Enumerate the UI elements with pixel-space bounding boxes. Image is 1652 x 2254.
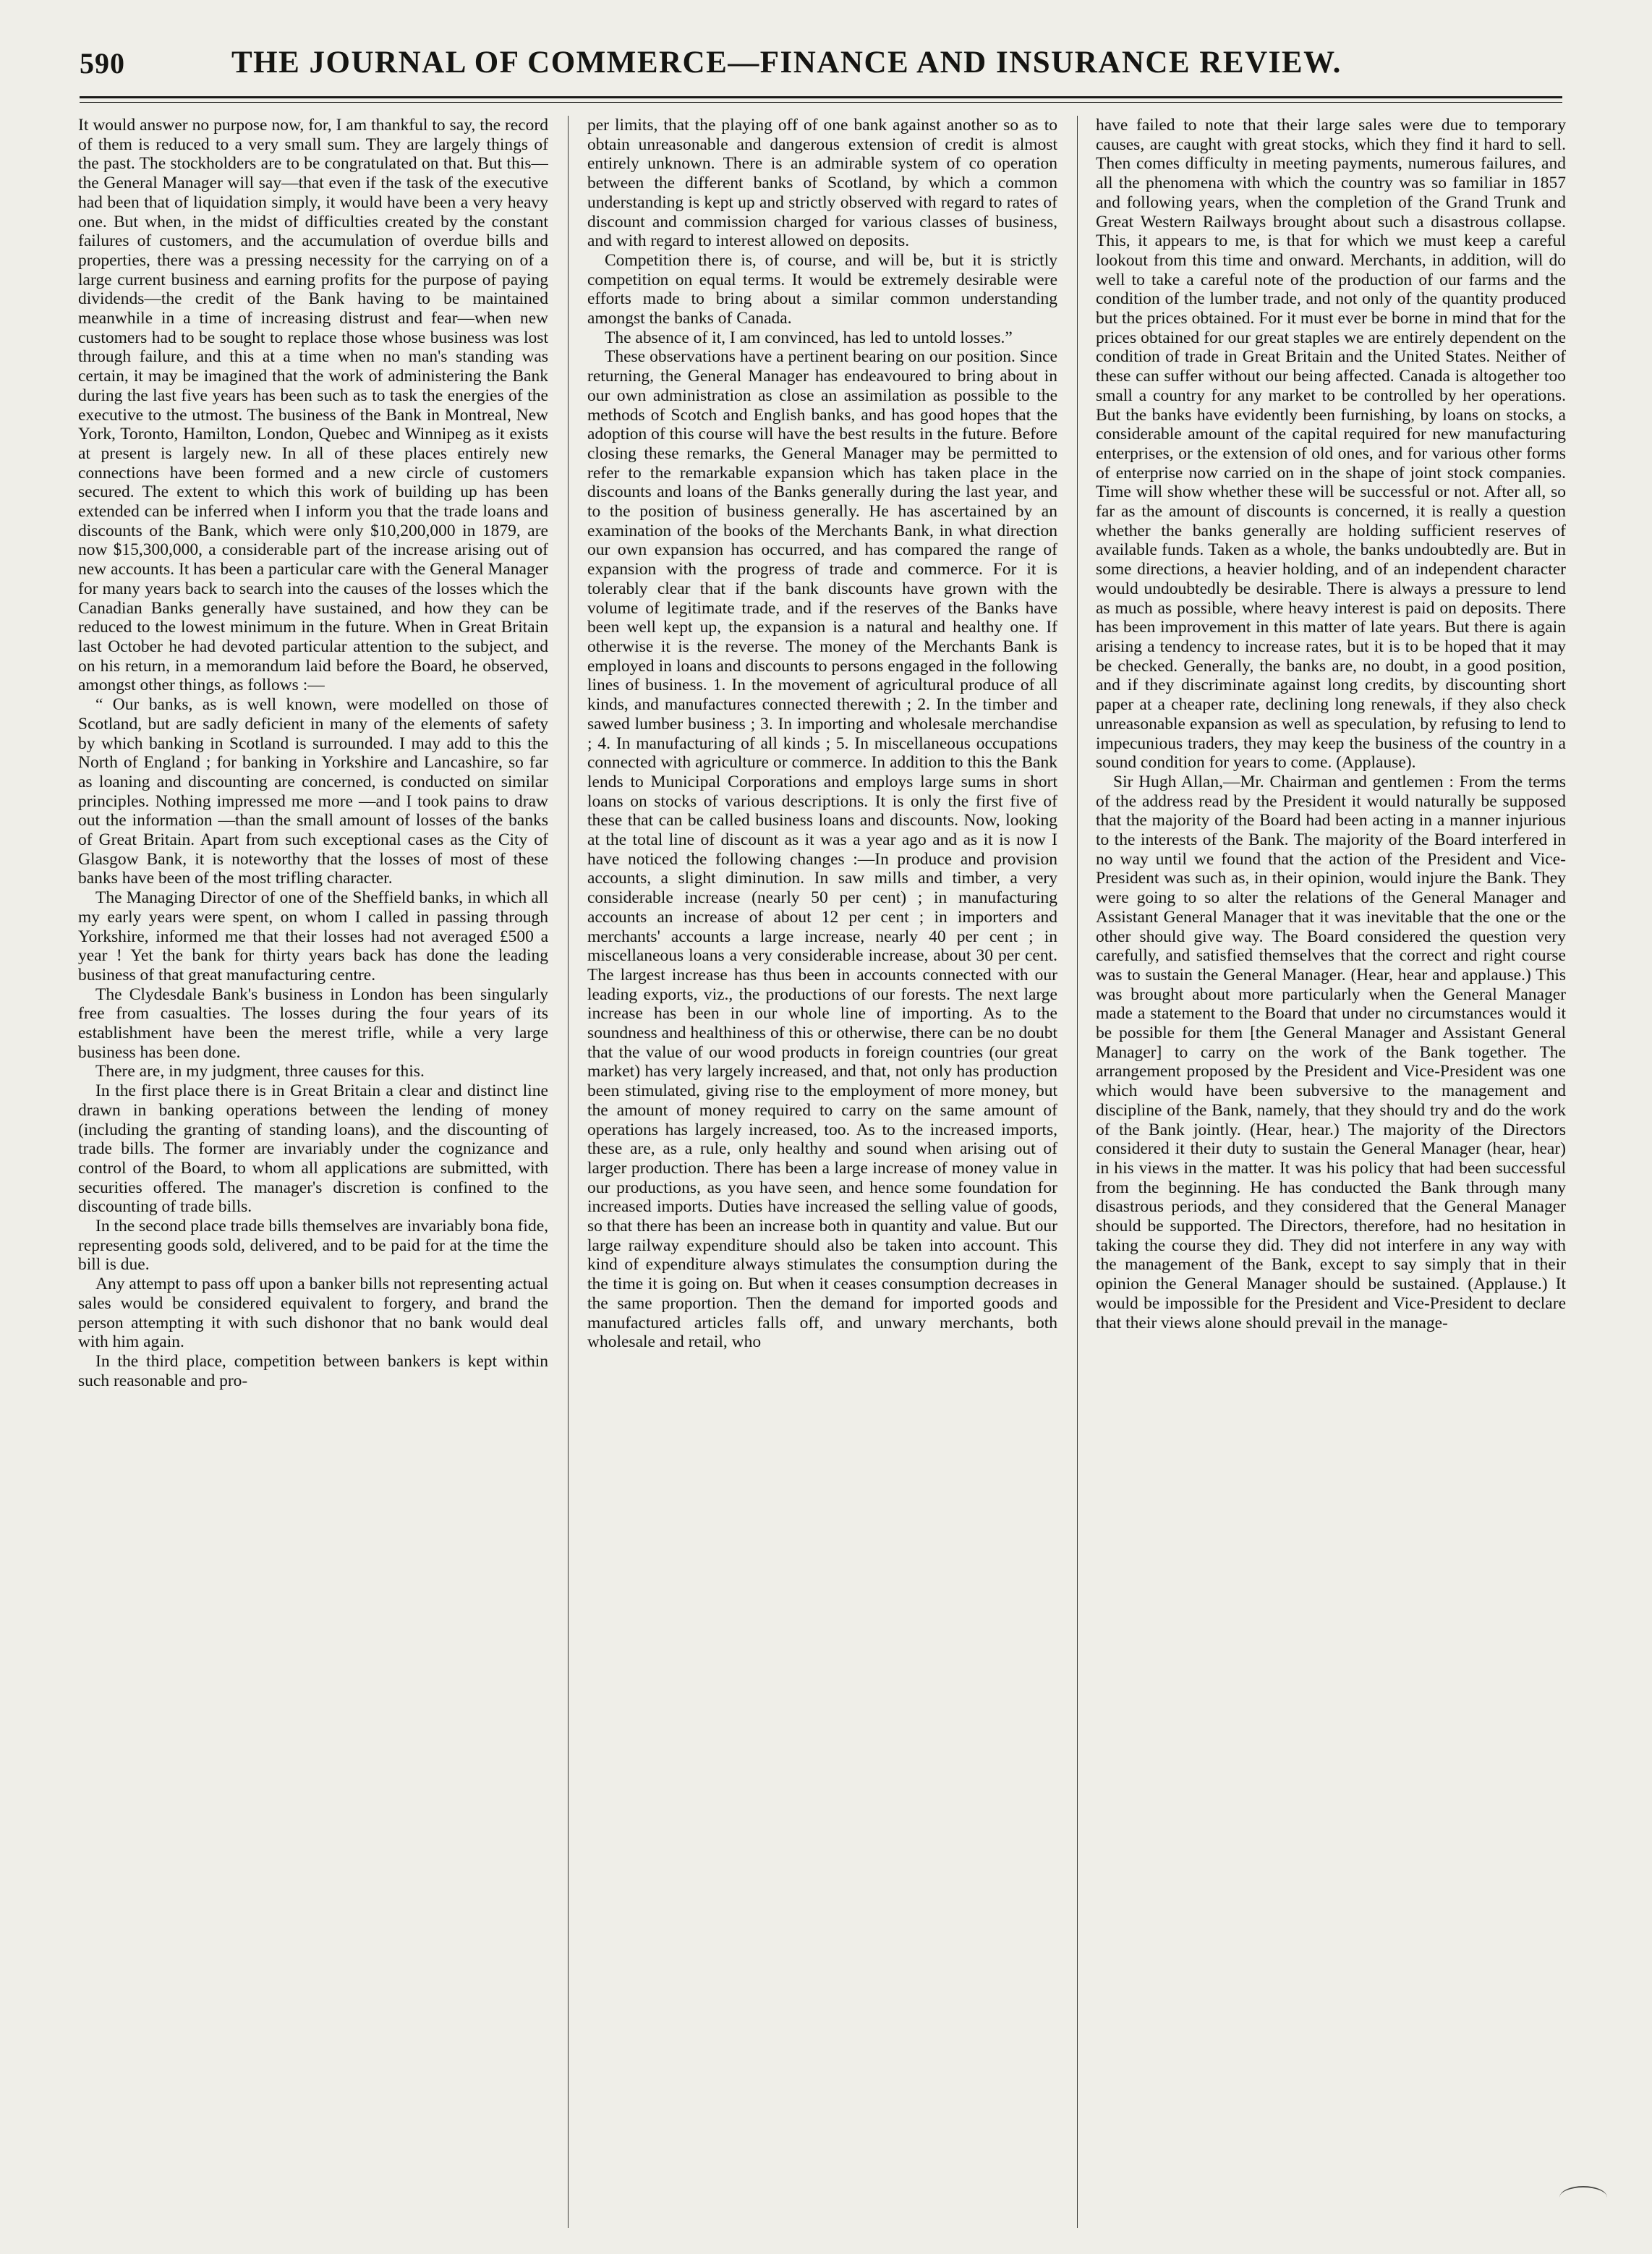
paragraph: In the third place, competition between bankers is kept within such reasonable and pro- xyxy=(78,1352,548,1390)
paragraph: Sir Hugh Allan,—Mr. Chairman and gentlemen : From the terms of the address read by the President it would naturally be supposed that the majority of the Board had been acting in a manner injurious to the interests of the Bank. The majority of the Board interfered in no way until we found that the action of the President and Vice-President was such as, in their opinion, would injure the Bank. They were going to so alter the relations of the General Manager and Assistant General Manager that it was inevitable that the one or the other should give way. The Board considered the question very carefully, and satisfied themselves that the correct and right course was to sustain the General Manager. (Hear, hear and applause.) This was brought about more particularly when the General Manager made a statement to the Board that under no circumstances would it be possible for them [the General Manager and Assistant General Manager] to carry on the work of the Bank together. The arrangement proposed by the President and Vice-President was one which would have been subversive to the management and discipline of the Bank, namely, that they should try and do the work of the Bank jointly. (Hear, hear.) The majority of the Directors considered it their duty to sustain the General Manager (hear, hear) in his views in the matter. It was his policy that had been successful from the beginning. He has conducted the Bank through many disastrous periods, and they considered that the General Manager should be supported. The Directors, therefore, had no hesitation in taking the course they did. They did not interfere in any way with the management of the Bank, except to say simply that in their opinion the General Manager should be sustained. (Applause.) It would be impossible for the President and Vice-President to declare that their views alone should prevail in the manage- xyxy=(1096,772,1566,1332)
column-2 xyxy=(587,116,1057,2228)
page-header xyxy=(80,45,1562,88)
paragraph: Competition there is, of course, and will be, but it is strictly competition on equal terms. It would be extremely desirable were efforts made to bring about a similar common understanding amongst the banks of Canada. xyxy=(587,250,1057,328)
page-number: 590 xyxy=(80,47,125,80)
header-rule xyxy=(80,96,1562,98)
column-divider xyxy=(568,116,569,2228)
paragraph: per limits, that the playing off of one bank against another so as to obtain unreasonable and dangerous extension of credit is almost entirely unknown. There is an admirable system of co operation between the different banks of Scotland, by which a common understanding is kept up and strictly observed with regard to rates of discount and commission charged for various classes of business, and with regard to interest allowed on deposits. xyxy=(587,116,1057,251)
paragraph: These observations have a pertinent bearing on our position. Since returning, the General Manager has endeavoured to bring about in our own administration as close an assimilation as possible to the methods of Scotch and English banks, and has good hopes that the adoption of this course will have the best results in the future. Before closing these remarks, the General Manager may be permitted to refer to the remarkable expansion which has taken place in the discounts and loans of the Banks generally during the last year, and to the position of business generally. He has ascertained by an examination of the books of the Merchants Bank, in what direction our own expansion has occurred, and has compared the range of expansion with the progress of trade and commerce. For it is tolerably clear that if the bank discounts have grown with the volume of legitimate trade, and if the reserves of the Banks have been well kept up, the expansion is a natural and healthy one. If otherwise it is the reverse. The money of the Merchants Bank is employed in loans and discounts to persons engaged in the following lines of business. 1. In the movement of agricultural produce of all kinds, and manufactures connected therewith ; 2. In the timber and sawed lumber business ; 3. In importing and wholesale merchandise ; 4. In manufacturing of all kinds ; 5. In miscellaneous occupations connected with agriculture or commerce. In addition to this the Bank lends to Municipal Corporations and employs large sums in short loans on stocks of various descriptions. It is only the first five of these that can be called business loans and discounts. Now, looking at the total line of discount as it was a year ago and as it is now I have noticed the following changes :—In produce and provision accounts, a slight diminution. In saw mills and timber, a very considerable increase (nearly 50 per cent) ; in manufacturing accounts an increase of about 12 per cent ; in importers and merchants' accounts a large increase, nearly 40 per cent ; in miscellaneous loans a very considerable increase, about 30 per cent. The largest increase has thus been in accounts connected with our leading exports, viz., the productions of our forests. The next large increase has been in our whole line of importing. As to the soundness and healthiness of this or otherwise, there can be no doubt that the value of our wood products in foreign countries (our great market) has very largely increased, and that, not only has production been stimulated, giving rise to the employment of more money, but the amount of money required to carry on the same amount of operations has largely increased, too. As to the increased imports, these are, as a rule, only healthy and sound when arising out of larger production. There has been a large increase of money value in our productions, as you have seen, and hence some foundation for increased imports. Duties have increased the selling value of goods, so that there has been an increase both in quantity and value. But our large railway expenditure should also be taken into account. This kind of expenditure always stimulates the consumption during the the time it is going on. But when it ceases consumption decreases in the same proportion. Then the demand for imported goods and manufactured articles falls off, and unwary merchants, both wholesale and retail, who xyxy=(587,347,1057,1352)
column-3 xyxy=(1096,116,1566,2228)
paragraph: The absence of it, I am convinced, has led to untold losses.” xyxy=(605,328,1013,347)
running-head: THE JOURNAL OF COMMERCE—FINANCE AND INSURANCE REVIEW. xyxy=(231,46,1342,80)
column-divider xyxy=(1077,116,1078,2228)
paragraph: The Managing Director of one of the Sheffield banks, in which all my early years were spent, on whom I called in passing through Yorkshire, informed me that their losses had not averaged £500 a year ! Yet the bank for thirty years back has done the leading business of that great manufacturing centre. xyxy=(78,888,548,984)
page-corner-mark xyxy=(1559,2186,1607,2209)
paragraph: There are, in my judgment, three causes for this. xyxy=(95,1062,425,1081)
paragraph: The Clydesdale Bank's business in London has been singularly free from casualties. The losses during the four years of its establishment have been the merest trifle, while a very large business has been done. xyxy=(78,984,548,1062)
header-rule-thin xyxy=(80,102,1562,103)
paragraph: Any attempt to pass off upon a banker bills not representing actual sales would be considered equivalent to forgery, and brand the person attempting it with such dishonor that no bank would deal with him again. xyxy=(78,1275,548,1352)
paragraph: “ Our banks, as is well known, were modelled on those of Scotland, but are sadly deficient in many of the elements of safety by which banking in Scotland is surrounded. I may add to this the North of England ; for banking in Yorkshire and Lancashire, so far as loaning and discounting are concerned, is conducted on similar principles. Nothing impressed me more —and I took pains to draw out the information —than the small amount of losses of the banks of Great Britain. Apart from such exceptional cases as the City of Glasgow Bank, it is noteworthy that the losses of most of these banks have been of the most trifling character. xyxy=(78,695,548,888)
paragraph: In the first place there is in Great Britain a clear and distinct line drawn in banking operations between the lending of money (including the granting of standing loans), and the discounting of trade bills. The former are invariably under the cognizance and control of the Board, to whom all applications are submitted, with securities offered. The manager's discretion is confined to the discounting of trade bills. xyxy=(78,1081,548,1217)
column-1 xyxy=(78,116,548,2228)
paragraph: It would answer no purpose now, for, I am thankful to say, the record of them is reduced to a very small sum. They are largely things of the past. The stockholders are to be congratulated on that. But this—the General Manager will say—that even if the task of the executive had been that of liquidation simply, it would have been a very heavy one. But when, in the midst of difficulties created by the constant failures of customers, and the accumulation of overdue bills and properties, there was a pressing necessity for the carrying on of a large current business and earning profits for the purpose of paying dividends—the credit of the Bank having to be maintained meanwhile in a time of increasing distrust and fear—when new customers had to be sought to replace those whose business was lost through failure, and this at a time when no man's standing was certain, it may be imagined that the work of administering the Bank during the last five years has been such as to task the energies of the executive to the utmost. The business of the Bank in Montreal, New York, Toronto, Hamilton, London, Quebec and Winnipeg as it exists at present is largely new. In all of these places entirely new connections have been formed and a new circle of customers secured. The extent to which this work of building up has been extended can be inferred when I inform you that the trade loans and discounts of the Bank, which were only $10,200,000 in 1879, are now $15,300,000, a considerable part of the increase arising out of new accounts. It has been a particular care with the General Manager for many years back to search into the causes of the losses which the Canadian Banks generally have sustained, and how they can be reduced to the lowest minimum in the future. When in Great Britain last October he had devoted particular attention to the subject, and on his return, in a memorandum laid before the Board, he observed, amongst other things, as follows :— xyxy=(78,116,548,695)
paragraph: In the second place trade bills themselves are invariably bona fide, representing goods sold, delivered, and to be paid for at the time the bill is due. xyxy=(78,1217,548,1275)
paragraph: have failed to note that their large sales were due to temporary causes, are caught with great stocks, which they find it hard to sell. Then comes difficulty in meeting payments, numerous failures, and all the phenomena with which the country was so familiar in 1857 and following years, when the completion of the Grand Trunk and Great Western Railways brought about such a disastrous collapse. This, it appears to me, is that for which we must keep a careful lookout from this time and onward. Merchants, in addition, will do well to take a careful note of the production of our farms and the condition of the lumber trade, and not only of the quantity produced but the prices obtained. For it must ever be borne in mind that for the prices obtained for our great staples we are entirely dependent on the condition of trade in Great Britain and the United States. Neither of these can suffer without our being affected. Canada is altogether too small a country for any market to be controlled by her operations. But the banks have evidently been furnishing, by loans on stocks, a considerable amount of the capital required for new manufacturing enterprises, or the extension of old ones, and for various other forms of enterprise now carried on in the shape of joint stock companies. Time will show whether these will be successful or not. After all, so far as the amount of discounts is concerned, it is really a question whether the banks generally are holding sufficient reserves of available funds. Taken as a whole, the banks undoubtedly are. But in some directions, a heavier holding, and of an independent character would undoubtedly be desirable. There is always a pressure to lend as much as possible, where heavy interest is paid on deposits. There has been improvement in this matter of late years. But there is again arising a tendency to increase rates, but it is to be hoped that it may be checked. Generally, the banks are, no doubt, in a good position, and if they discriminate against long credits, by discounting short paper at a cheaper rate, declining long renewals, if they also check unreasonable expansion as well as speculation, by refusing to lend to impecunious traders, they may keep the business of the country in a sound condition for years to come. (Applause). xyxy=(1096,116,1566,773)
